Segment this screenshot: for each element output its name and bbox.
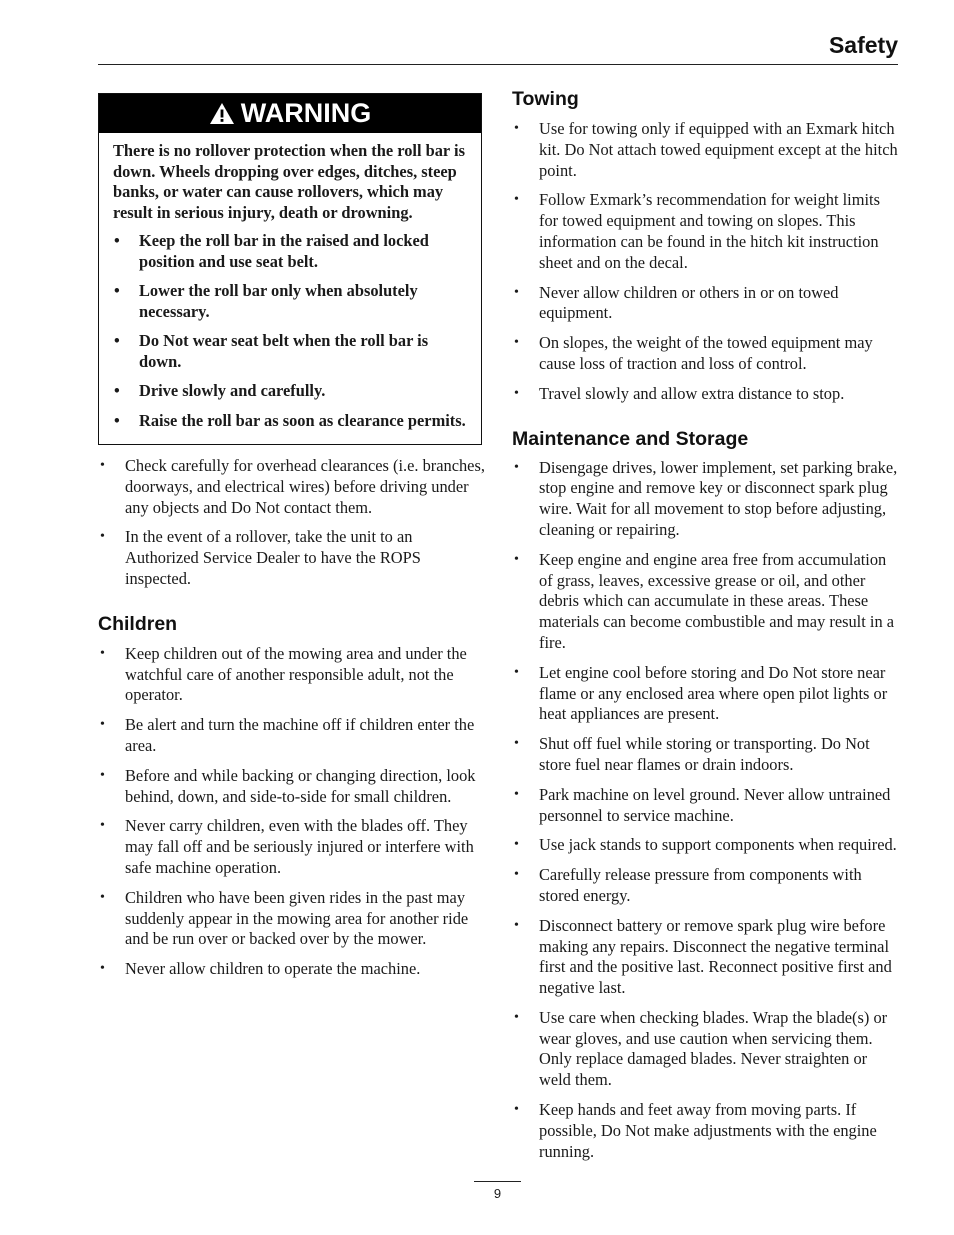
warning-banner: [99, 94, 481, 133]
list-item: • Be alert and turn the machine off if children enter the area.: [98, 715, 488, 757]
warning-item: • Do Not wear seat belt when the roll bar is down.: [113, 331, 467, 372]
warning-triangle-icon: [209, 102, 235, 125]
list-item: • Follow Exmark’s recommendation for weight limits for towed equipment and towing on slopes. This information can be found in the hitch kit instruction sheet and on the decal.: [512, 190, 902, 273]
page-number: 9: [493, 1186, 502, 1201]
list-item: • Disengage drives, lower implement, set parking brake, stop engine and remove key or disconnect spark plug wire. Wait for all movement to stop before adjusting, cleaning or repairing.: [512, 458, 902, 541]
list-item: • On slopes, the weight of the towed equipment may cause loss of traction and loss of control.: [512, 333, 902, 375]
list-item: • Shut off fuel while storing or transporting. Do Not store fuel near flames or drain indoors.: [512, 734, 902, 776]
list-item: • Disconnect battery or remove spark plug wire before making any repairs. Disconnect the negative terminal first and the positive last. Reconnect positive first and negative last.: [512, 916, 902, 999]
list-item: • Check carefully for overhead clearances (i.e. branches, doorways, and electrical wires) before driving under any objects and Do Not contact them.: [98, 456, 488, 518]
section-heading-maintenance: Maintenance and Storage: [512, 427, 749, 450]
list-item: • Park machine on level ground. Never allow untrained personnel to service machine.: [512, 785, 902, 827]
list-item: • Travel slowly and allow extra distance to stop.: [512, 384, 902, 405]
warning-body: [99, 133, 481, 444]
warning-intro: There is no rollover protection when the roll bar is down. Wheels dropping over edges, ditches, steep banks, or water can cause rollovers, which may result in serious injury, death or drowning.: [113, 141, 465, 222]
header-rule: [98, 64, 898, 65]
footer-rule: [474, 1181, 521, 1182]
list-item: • Never allow children or others in or on towed equipment.: [512, 283, 902, 325]
maintenance-list: [512, 458, 902, 1163]
warning-list: [113, 231, 467, 431]
list-item: • In the event of a rollover, take the unit to an Authorized Service Dealer to have the ROPS inspected.: [98, 527, 488, 589]
list-item: • Children who have been given rides in the past may suddenly appear in the mowing area for another ride and be run over or backed over by the mower.: [98, 888, 488, 950]
warning-banner-label: WARNING: [240, 98, 372, 128]
warning-item: • Keep the roll bar in the raised and locked position and use seat belt.: [113, 231, 467, 272]
list-item: • Carefully release pressure from components with stored energy.: [512, 865, 902, 907]
warning-item: • Drive slowly and carefully.: [113, 381, 467, 402]
towing-list: [512, 119, 902, 405]
list-item: • Never allow children to operate the machine.: [98, 959, 488, 980]
section-heading-children: Children: [98, 612, 178, 635]
rops-list: [98, 456, 488, 590]
page-header-title: Safety: [828, 32, 898, 58]
list-item: • Keep hands and feet away from moving parts. If possible, Do Not make adjustments with the engine running.: [512, 1100, 902, 1162]
list-item: • Let engine cool before storing and Do Not store near flame or any enclosed area where open pilot lights or heat appliances are present.: [512, 663, 902, 725]
section-heading-towing: Towing: [512, 88, 579, 110]
list-item: • Never carry children, even with the blades off. They may fall off and be seriously injured or interfere with safe machine operation.: [98, 816, 488, 878]
list-item: • Keep children out of the mowing area and under the watchful care of another responsible adult, not the operator.: [98, 644, 488, 706]
list-item: • Before and while backing or changing direction, look behind, down, and side-to-side for small children.: [98, 766, 488, 808]
warning-item: • Raise the roll bar as soon as clearance permits.: [113, 411, 467, 432]
list-item: • Use for towing only if equipped with an Exmark hitch kit. Do Not attach towed equipment except at the hitch point.: [512, 119, 902, 181]
list-item: • Use care when checking blades. Wrap the blade(s) or wear gloves, and use caution when servicing them. Only replace damaged blades. Never straighten or weld them.: [512, 1008, 902, 1091]
children-list: [98, 644, 488, 980]
list-item: • Keep engine and engine area free from accumulation of grass, leaves, excessive grease or oil, and other debris which can accumulate in these areas. These materials can become combustible and may result in a fire.: [512, 550, 902, 654]
right-column: [512, 88, 902, 1171]
warning-item: • Lower the roll bar only when absolutely necessary.: [113, 281, 467, 322]
list-item: • Use jack stands to support components when required.: [512, 835, 902, 856]
warning-box: [98, 93, 482, 445]
left-column: [98, 88, 488, 989]
